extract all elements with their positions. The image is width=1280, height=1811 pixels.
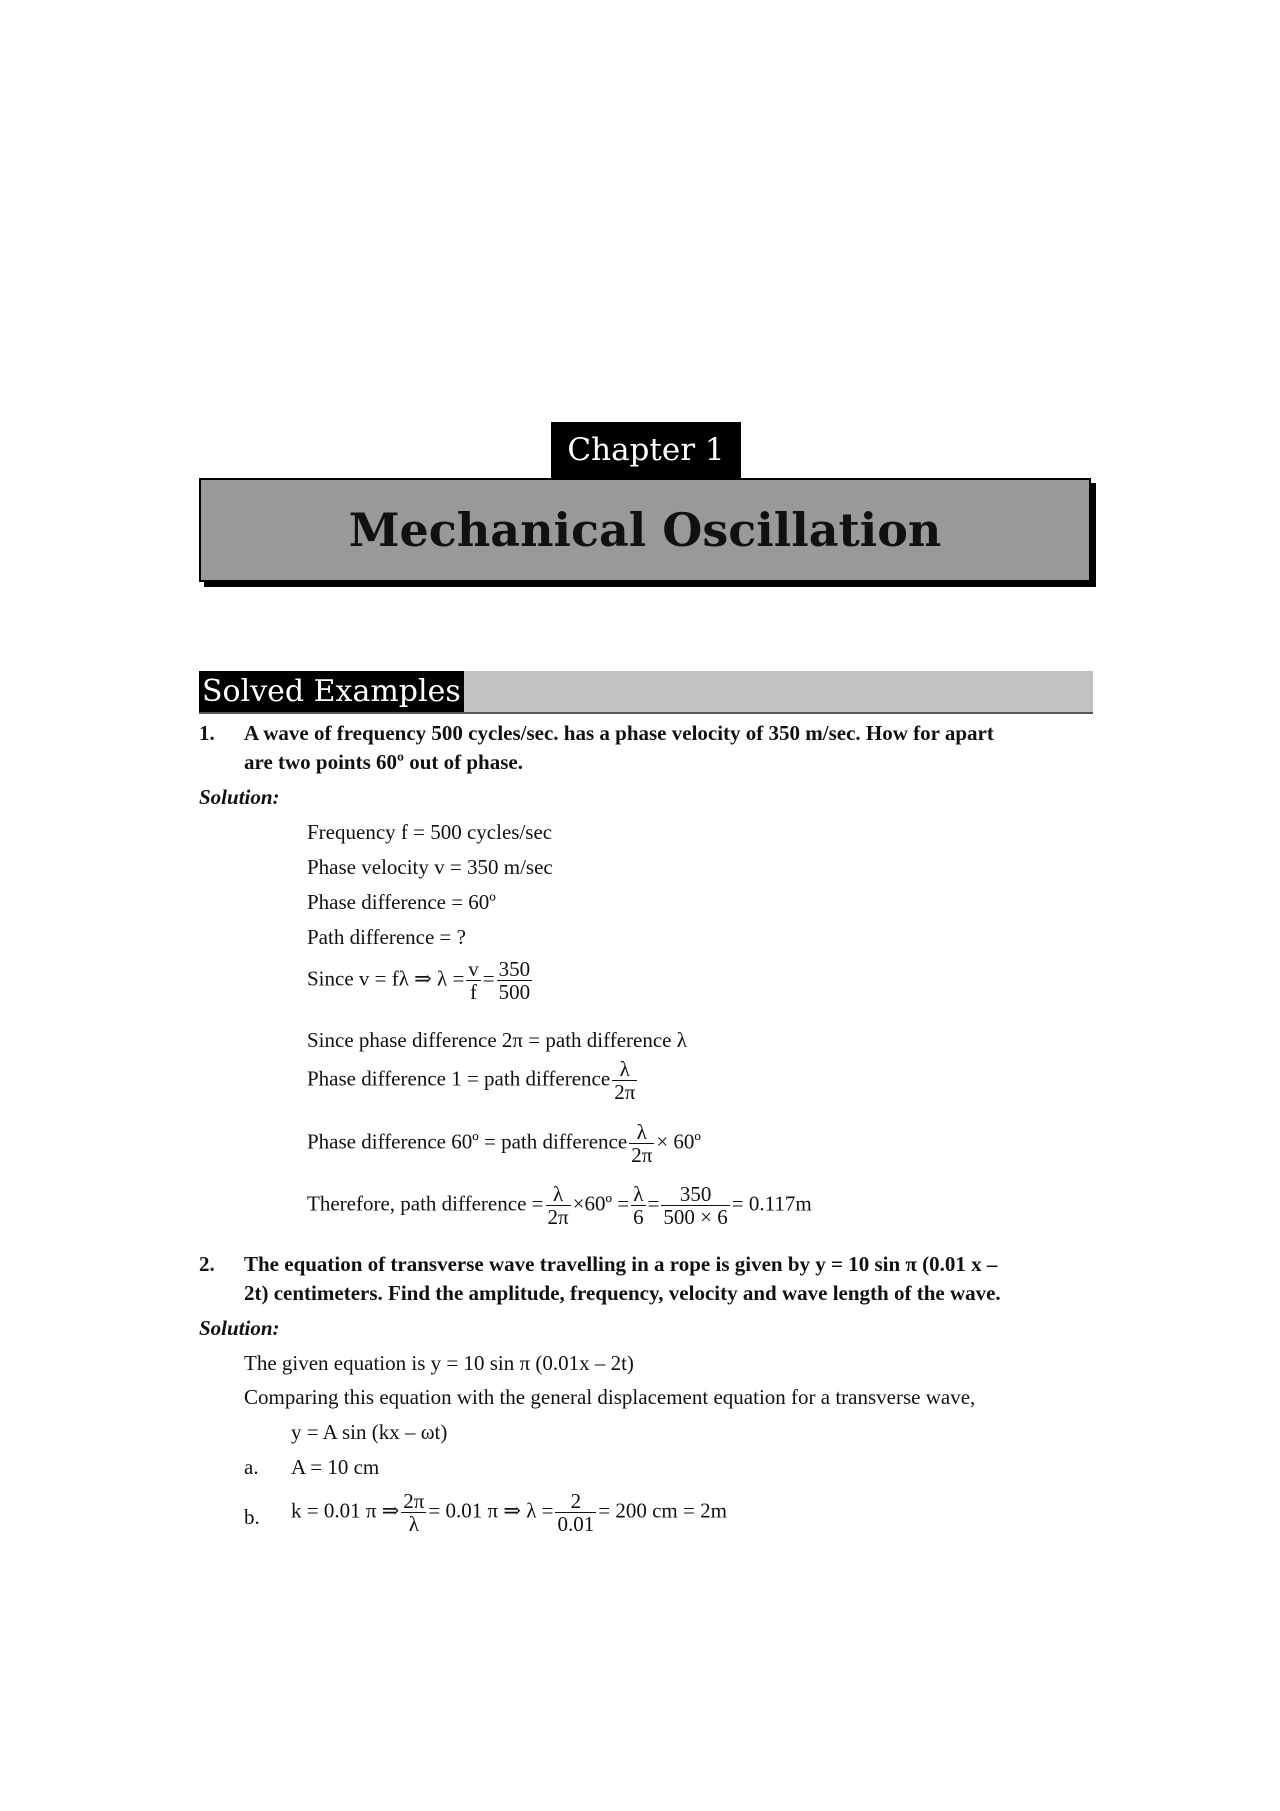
equation-path-difference: Therefore, path difference = $\frac{\lambda}{2\pi}$ ×60º = $\frac{\lambda}{6}$ = $\frac{350}{500 \times 6}$ = 0.117m [307,1182,812,1230]
section-header-bar [199,671,1093,714]
question-text-line: 2t) centimeters. Find the amplitude, frequency, velocity and wave length of the wave. [244,1281,1001,1305]
fraction: $\frac{350}{500 \times 6}$ [663,1182,728,1230]
question-text-line: are two points 60º out of phase. [244,750,523,774]
general-equation: y = A sin (kx – ωt) [291,1420,448,1444]
question-number: 1. [199,721,215,745]
solution-label: Solution: [199,785,280,809]
equation-text: Since v = fλ ⇒ λ = [307,966,465,991]
equation-result: = 200 cm = 2m [598,1498,727,1523]
solution-line: Since phase difference 2π = path difference λ [307,1028,687,1052]
fraction: $\frac{2}{0.01}$ [557,1489,595,1537]
solution-line: The given equation is y = 10 sin π (0.01x – 2t) [244,1351,634,1375]
fraction: $\frac{\lambda}{2\pi}$ [614,1057,636,1105]
equation-text: Phase difference 60º = path difference [307,1129,628,1154]
question-text-line: The equation of transverse wave travelling in a rope is given by y = 10 sin π (0.01 x – [244,1252,998,1276]
fraction: $\frac{\lambda}{2\pi}$ [547,1182,569,1230]
chapter-title: Mechanical Oscillation [199,478,1091,582]
equation-text: Therefore, path difference = [307,1191,544,1216]
solution-line: A = 10 cm [291,1455,380,1479]
list-marker: b. [244,1505,260,1529]
fraction: $\frac{v}{f}$ [468,957,479,1005]
solution-line: Frequency f = 500 cycles/sec [307,820,553,844]
chapter-label: Chapter 1 [551,422,741,478]
question-number: 2. [199,1252,215,1276]
equation-text: k = 0.01 π ⇒ [291,1498,400,1523]
solution-line: Phase difference = 60º [307,890,496,914]
fraction: $\frac{\lambda}{2\pi}$ [631,1120,653,1168]
solution-line: Comparing this equation with the general displacement equation for a transverse wave, [244,1385,976,1409]
solution-line: Path difference = ? [307,925,466,949]
equation-phase-one [307,1058,639,1103]
question-text-line: A wave of frequency 500 cycles/sec. has a phase velocity of 350 m/sec. How for apart [244,721,994,745]
equation-wavelength: Since v = fλ ⇒ λ = $\frac{v}{f}$ = $\frac{350}{500}$ [307,957,531,1005]
fraction: $\frac{\lambda}{6}$ [633,1182,644,1230]
equation-phase-sixty: Phase difference 60º = path difference $\frac{\lambda}{2\pi}$ × 60º [307,1120,701,1168]
solution-label: Solution: [199,1316,280,1340]
section-title: Solved Examples [199,671,464,712]
solution-line: Phase velocity v = 350 m/sec [307,855,553,879]
equation-wave-number: k = 0.01 π ⇒ $\frac{2\pi}{\lambda}$ = 0.01 π ⇒ λ = $\frac{2}{0.01}$ = 200 cm = 2m [291,1489,727,1537]
fraction: $\frac{2\pi}{\lambda}$ [403,1489,425,1537]
equation-text: Phase difference 1 = path difference [307,1066,611,1091]
equation-result: = 0.117m [731,1191,812,1216]
fraction: $\frac{350}{500}$ [498,957,531,1005]
list-marker: a. [244,1455,259,1479]
